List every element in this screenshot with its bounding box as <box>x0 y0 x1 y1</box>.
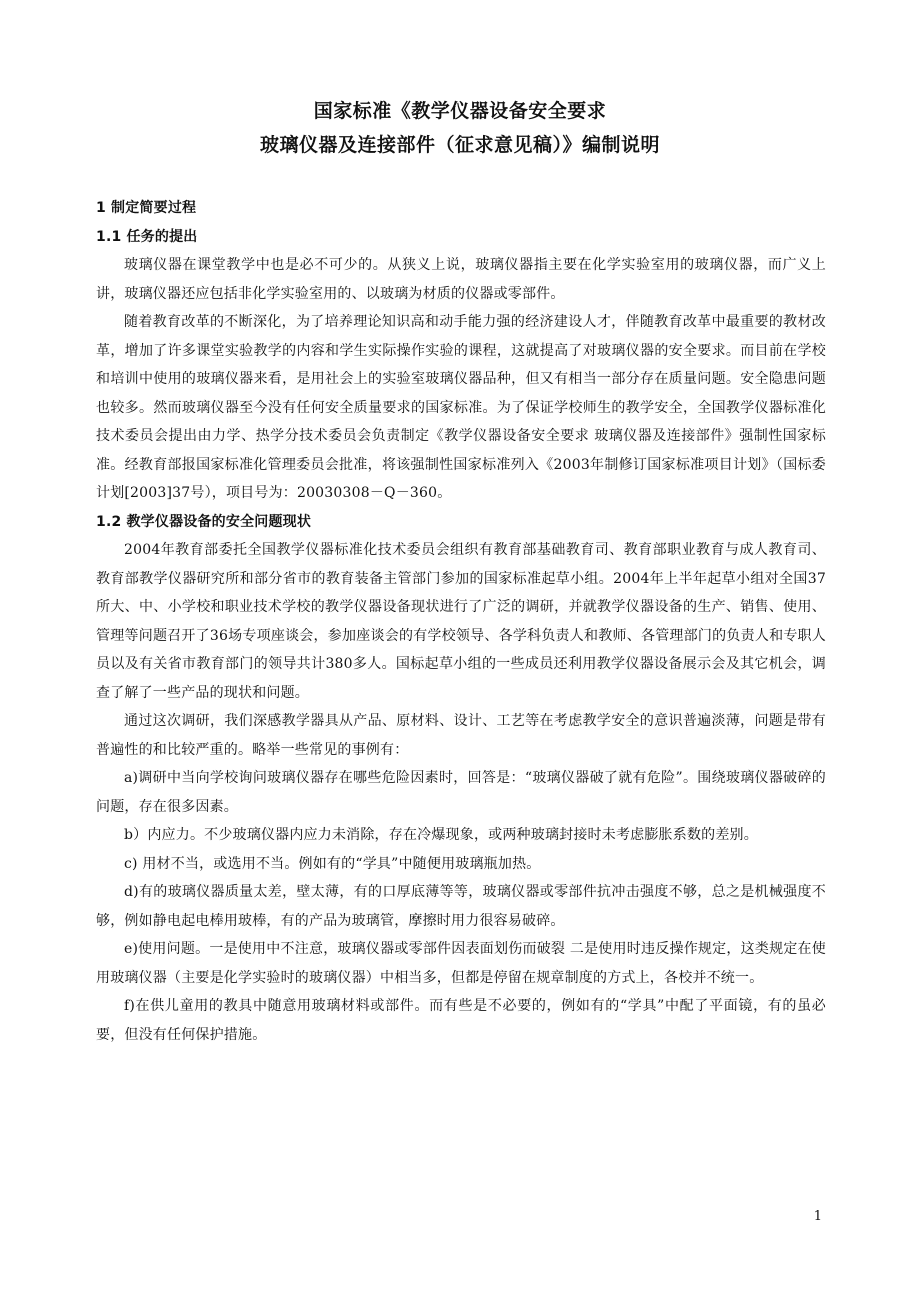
body-paragraph: d)有的玻璃仪器质量太差，壁太薄，有的口厚底薄等等，玻璃仪器或零部件抗冲击强度不够，总之是机械强度不够，例如静电起电棒用玻棒，有的产品为玻璃管，摩擦时用力很容易破碎。 <box>96 884 826 929</box>
body-paragraph: 2004年教育部委托全国教学仪器标准化技术委员会组织有教育部基础教育司、教育部职业教育与成人教育司、教育部教学仪器研究所和部分省市的教育装备主管部门参加的国家标准起草小组。2004年上半年起草小组对全国37所大、中、小学校和职业技术学校的教学仪器设备现状进行了广泛的调研，并就教学仪器设备的生产、销售、使用、管理等问题召开了36场专项座谈会，参加座谈会的有学校领导、各学科负责人和教师、各管理部门的负责人和专职人员以及有关省市教育部门的领导共计380多人。国标起草小组的一些成员还利用教学仪器设备展示会及其它机会，调查了解了一些产品的现状和问题。 <box>96 542 826 701</box>
document-title-line2: 玻璃仪器及连接部件（征求意见稿）》编制说明 <box>259 134 660 156</box>
body-paragraph: a)调研中当向学校询问玻璃仪器存在哪些危险因素时，回答是：“玻璃仪器破了就有危险”。围绕玻璃仪器破碎的问题，存在很多因素。 <box>96 770 826 815</box>
body-paragraph: e)使用问题。一是使用中不注意，玻璃仪器或零部件因表面划伤而破裂 二是使用时违反操作规定，这类规定在使用玻璃仪器（主要是化学实验时的玻璃仪器）中相当多，但都是停留在规章制度的方式上，各校并不统一。 <box>96 941 826 986</box>
section-heading: 1 制定简要过程 <box>96 200 197 216</box>
body-paragraph: f)在供儿童用的教具中随意用玻璃材料或部件。而有些是不必要的，例如有的“学具”中配了平面镜，有的虽必要，但没有任何保护措施。 <box>96 998 826 1043</box>
body-paragraph: b）内应力。不少玻璃仪器内应力未消除，存在冷爆现象，或两种玻璃封接时未考虑膨胀系数的差别。 <box>124 827 758 843</box>
body-paragraph: 通过这次调研，我们深感教学器具从产品、原材料、设计、工艺等在考虑教学安全的意识普遍淡薄，问题是带有普遍性的和比较严重的。略举一些常见的事例有： <box>96 713 826 758</box>
page-number: 1 <box>813 1209 822 1224</box>
section-heading: 1.2 教学仪器设备的安全问题现状 <box>96 513 312 530</box>
document-body <box>96 194 826 1049</box>
body-paragraph: c) 用材不当，或选用不当。例如有的“学具”中随便用玻璃瓶加热。 <box>124 855 541 872</box>
section-heading: 1.1 任务的提出 <box>96 228 198 245</box>
body-paragraph: 随着教育改革的不断深化，为了培养理论知识高和动手能力强的经济建设人才，伴随教育改革中最重要的教材改革，增加了许多课堂实验教学的内容和学生实际操作实验的课程，这就提高了对玻璃仪器的安全要求。而目前在学校和培训中使用的玻璃仪器来看，是用社会上的实验室玻璃仪器品种，但又有相当一部分存在质量问题。安全隐患问题也较多。然而玻璃仪器至今没有任何安全质量要求的国家标准。为了保证学校师生的教学安全，全国教学仪器标准化技术委员会提出由力学、热学分技术委员会负责制定《教学仪器设备安全要求 玻璃仪器及连接部件》强制性国家标准。经教育部报国家标准化管理委员会批准，将该强制性国家标准列入《2003年制修订国家标准项目计划》（国标委计划[2003]37号），项目号为：20030308－Q－360。 <box>96 314 826 501</box>
document-title-line1: 国家标准《教学仪器设备安全要求 <box>313 100 607 122</box>
body-paragraph: 玻璃仪器在课堂教学中也是必不可少的。从狭义上说，玻璃仪器指主要在化学实验室用的玻璃仪器，而广义上讲，玻璃仪器还应包括非化学实验室用的、以玻璃为材质的仪器或零部件。 <box>96 257 826 302</box>
